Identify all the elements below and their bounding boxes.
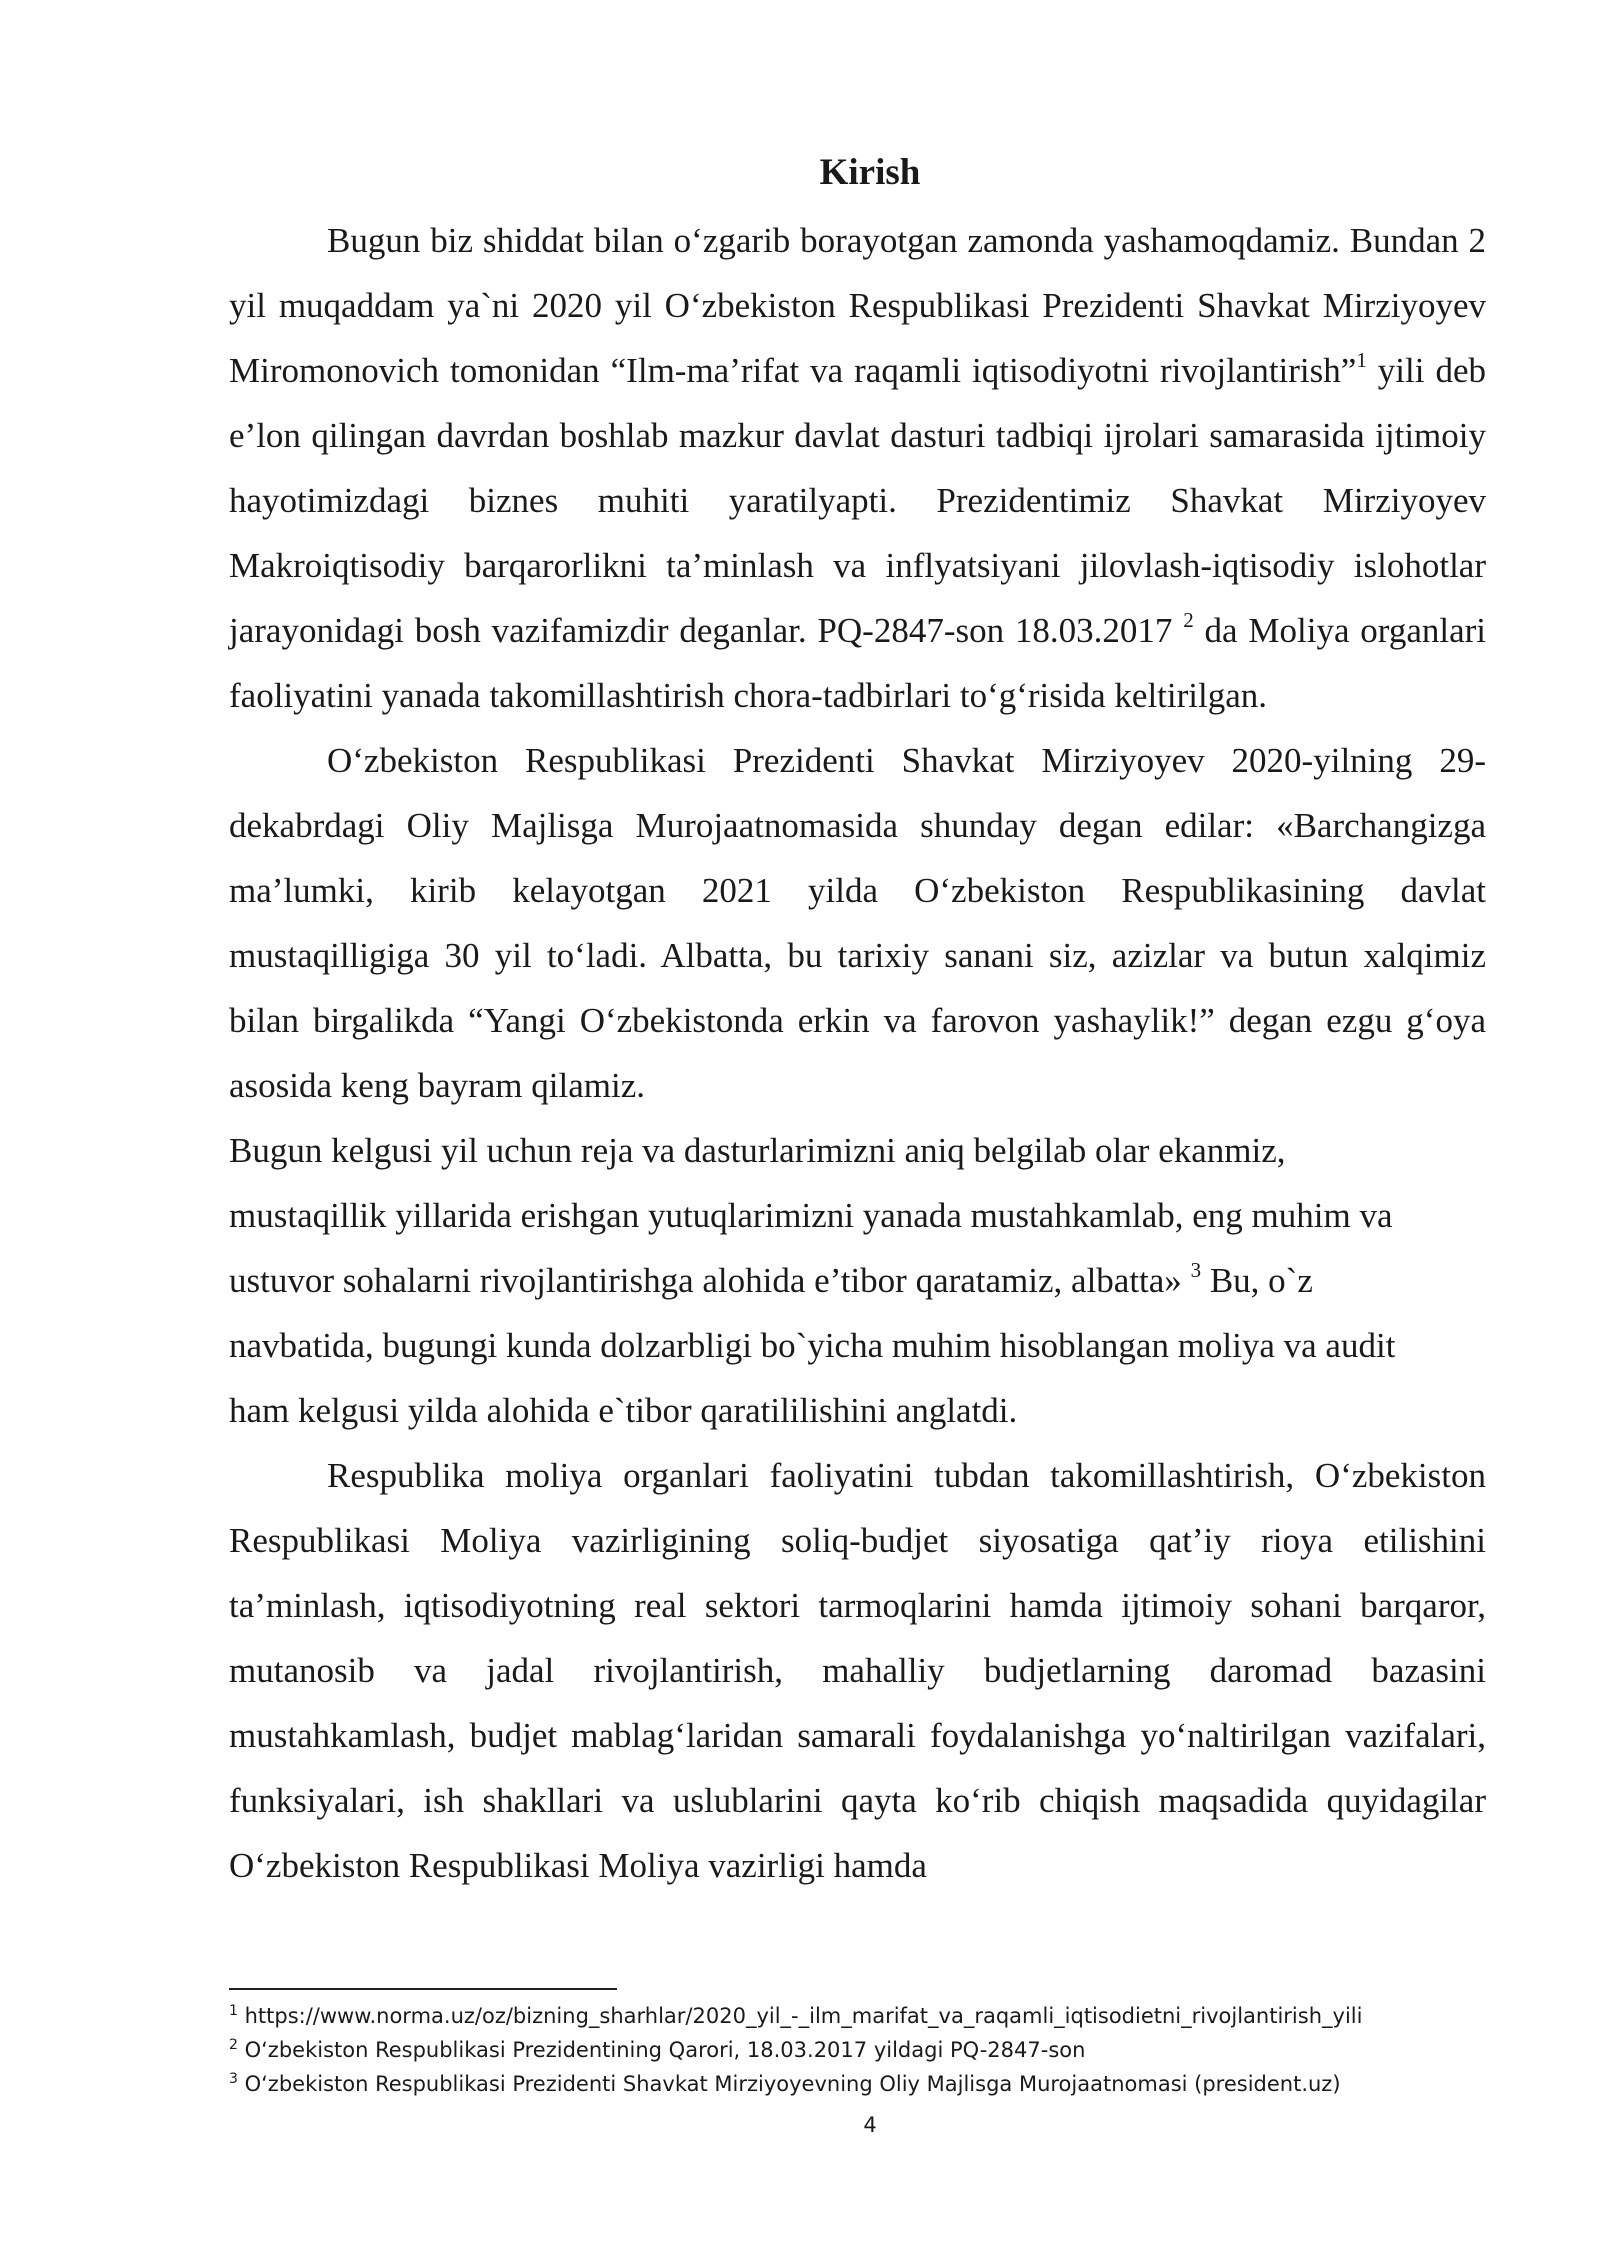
footnote-2	[229, 2033, 1509, 2067]
paragraph-3-line-4: navbatida, bugungi kunda dolzarbligi bo`yicha muhim hisoblangan moliya va audit	[229, 1326, 1396, 1365]
footnote-ref-2[interactable]: 2	[1183, 608, 1194, 633]
footnote-3-number: 3	[229, 2071, 238, 2087]
footnote-2-text: O‘zbekiston Respublikasi Prezidentining Qarori, 18.03.2017 yildagi PQ-2847-son	[237, 2038, 1086, 2062]
paragraph-1	[229, 208, 1486, 728]
body-text	[229, 208, 1486, 1898]
footnote-1-number: 1	[229, 2003, 238, 2019]
page-number: 4	[863, 2113, 877, 2137]
paragraph-3-line-2: mustaqillik yillarida erishgan yutuqlarimizni yanada mustahkamlab, eng muhim va	[229, 1196, 1393, 1235]
paragraph-3-line-3a: ustuvor sohalarni rivojlantirishga alohida e’tibor qaratamiz, albatta»	[229, 1261, 1191, 1300]
footnote-3-text: O‘zbekiston Respublikasi Prezidenti Shavkat Mirziyoyevning Oliy Majlisga Murojaatnomasi (president.uz)	[237, 2072, 1341, 2096]
footnote-1	[229, 1999, 1509, 2033]
footnote-divider	[229, 1988, 617, 1990]
paragraph-2: O‘zbekiston Respublikasi Prezidenti Shavkat Mirziyoyev 2020-yilning 29-dekabrdagi Oliy Majlisga Murojaatnomasida shunday degan edilar: «Barchangizga ma’lumki, kirib kelayotgan 2021 yilda O‘zbekiston Respublikasining davlat mustaqilligiga 30 yil to‘ladi. Albatta, bu tarixiy sanani siz, azizlar va butun xalqimiz bilan birgalikda “Yangi O‘zbekistonda erkin va farovon yashaylik!” degan ezgu g‘oya asosida keng bayram qilamiz.	[229, 741, 1486, 1105]
paragraph-1-part-2: yili deb e’lon qilingan davrdan boshlab mazkur davlat dasturi tadbiqi ijrolari samarasida ijtimoiy hayotimizdagi biznes muhiti yaratilyapti. Prezidentimiz Shavkat Mirziyoyev Makroiqtisodiy barqarorlikni ta’minlash va inflyatsiyani jilovlash-iqtisodiy islohotlar jarayonidagi bosh vazifamizdir deganlar. PQ-2847-son 18.03.2017	[229, 351, 1486, 650]
footnotes	[229, 1999, 1509, 2101]
footnote-1-link[interactable]: https://www.norma.uz/oz/bizning_sharhlar/2020_yil_-_ilm_marifat_va_raqamli_iqtisodietni_rivojlantirish_yili	[237, 2004, 1363, 2028]
footnote-2-number: 2	[229, 2037, 238, 2053]
footnote-3	[229, 2067, 1509, 2101]
page-title: Kirish	[819, 152, 921, 193]
paragraph-1-part-1: Bugun biz shiddat bilan o‘zgarib borayotgan zamonda yashamoqdamiz. Bundan 2 yil muqaddam ya`ni 2020 yil O‘zbekiston Respublikasi Prezidenti Shavkat Mirziyoyev Miromonovich tomonidan “Ilm-ma’rifat va raqamli iqtisodiyotni rivojlantirish”	[229, 221, 1486, 390]
paragraph-3-line-5: ham kelgusi yilda alohida e`tibor qaratililishini anglatdi.	[229, 1391, 1018, 1430]
paragraph-3-line-1: Bugun kelgusi yil uchun reja va dasturlarimizni aniq belgilab olar ekanmiz,	[229, 1131, 1286, 1170]
paragraph-3-line-3b: Bu, o`z	[1201, 1261, 1313, 1300]
paragraph-3	[229, 1118, 1486, 1443]
footnote-ref-3[interactable]: 3	[1190, 1258, 1202, 1283]
footnote-ref-1[interactable]: 1	[1356, 348, 1367, 373]
paragraph-1-part-3: da Moliya organlari faoliyatini yanada takomillashtirish chora-tadbirlari to‘g‘risida keltirilgan.	[229, 611, 1486, 715]
paragraph-4: Respublika moliya organlari faoliyatini tubdan takomillashtirish, O‘zbekiston Respublikasi Moliya vazirligining soliq-budjet siyosatiga qat’iy rioya etilishini ta’minlash, iqtisodiyotning real sektori tarmoqlarini hamda ijtimoiy sohani barqaror, mutanosib va jadal rivojlantirish, mahalliy budjetlarning daromad bazasini mustahkamlash, budjet mablag‘laridan samarali foydalanishga yo‘naltirilgan vazifalari, funksiyalari, ish shakllari va uslublarini qayta ko‘rib chiqish maqsadida quyidagilar O‘zbekiston Respublikasi Moliya vazirligi hamda	[229, 1456, 1486, 1885]
